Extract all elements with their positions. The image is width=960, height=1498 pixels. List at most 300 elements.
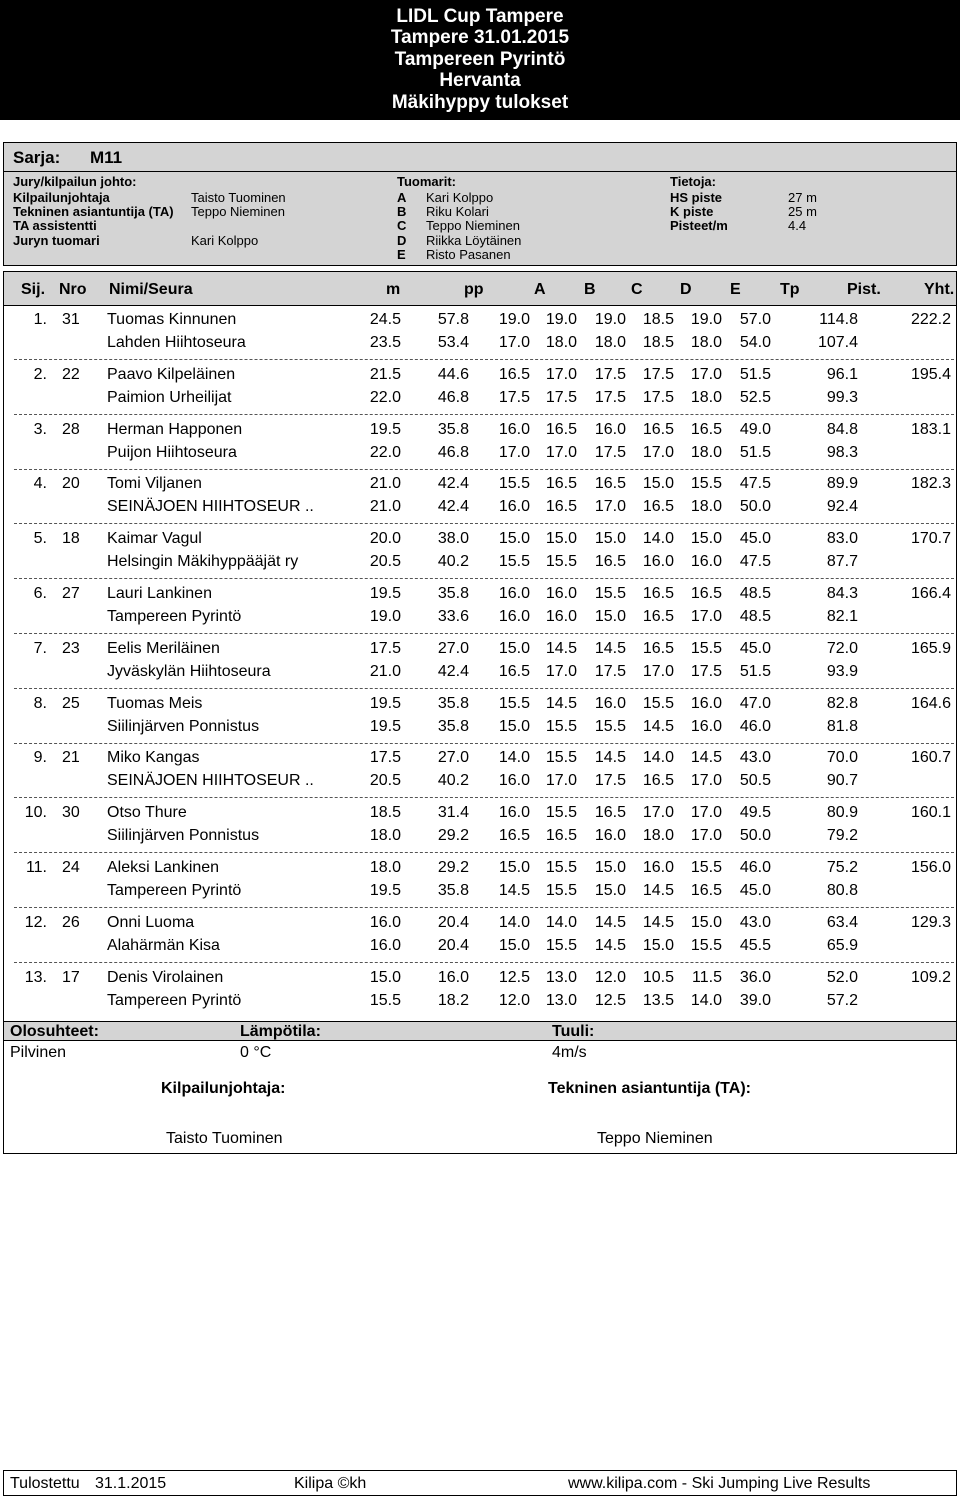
jump1-value: 51.5 <box>739 365 771 383</box>
conditions-signatures <box>3 1040 957 1154</box>
signature-right-title: Tekninen asiantuntija (TA): <box>548 1080 751 1097</box>
result-rank: 4. <box>33 475 47 493</box>
row-separator <box>14 469 954 470</box>
jump1-value: 15.5 <box>498 694 530 712</box>
jump2-value: 18.0 <box>690 388 722 406</box>
athlete-club: Siilinjärven Ponnistus <box>107 717 260 735</box>
jump2-value: 47.5 <box>739 553 771 571</box>
jump2-value: 17.0 <box>545 772 577 790</box>
result-rank: 5. <box>33 530 47 548</box>
info-value-points: 4.4 <box>788 218 807 233</box>
jump2-value: 107.4 <box>817 334 858 351</box>
page-footer <box>3 1470 957 1496</box>
athlete-name: Lauri Lankinen <box>107 585 212 602</box>
athlete-name: Tuomas Kinnunen <box>107 311 237 328</box>
jump1-value: 12.0 <box>594 968 626 986</box>
jump2-value: 92.4 <box>826 498 858 516</box>
jump1-value: 15.0 <box>642 475 674 493</box>
jump2-value: 52.5 <box>739 388 771 406</box>
athlete-club: SEINÄJOEN HIIHTOSEUR .. <box>107 498 314 516</box>
col-judge-c: C <box>631 281 643 298</box>
jump1-value: 16.5 <box>642 420 674 438</box>
jump1-value: 14.5 <box>642 913 674 931</box>
result-bib-number: 21 <box>62 749 80 767</box>
result-bib-number: 20 <box>62 475 80 493</box>
jury-heading: Jury/kilpailun johto: <box>13 174 137 189</box>
jump1-value: 17.5 <box>369 749 401 767</box>
jump1-value: 89.9 <box>826 475 858 493</box>
jump1-value: 15.5 <box>642 694 674 712</box>
jump2-value: 16.0 <box>545 608 577 625</box>
jump1-value: 47.5 <box>739 475 771 493</box>
jump1-value: 16.5 <box>690 420 722 438</box>
row-separator <box>14 743 954 744</box>
jump2-value: 17.0 <box>498 334 530 351</box>
athlete-club: Tampereen Pyrintö <box>107 882 242 899</box>
athlete-name: Onni Luoma <box>107 913 195 931</box>
jump2-value: 54.0 <box>739 334 771 351</box>
info-value-k: 25 m <box>788 204 817 219</box>
jump2-value: 46.8 <box>437 443 469 461</box>
jump2-value: 17.0 <box>690 772 722 790</box>
temperature-value: 0 °C <box>240 1044 272 1061</box>
jump2-value: 15.5 <box>545 936 577 954</box>
jump1-value: 14.5 <box>545 639 577 657</box>
jump2-value: 14.5 <box>642 882 674 899</box>
judge-letter-e: E <box>397 247 406 262</box>
row-separator <box>14 962 954 963</box>
jump1-value: 14.5 <box>594 749 626 767</box>
jump1-value: 16.5 <box>594 475 626 493</box>
jump1-value: 14.5 <box>545 694 577 712</box>
jump1-value: 84.3 <box>826 585 858 602</box>
jump2-value: 17.0 <box>642 662 674 680</box>
jump2-value: 16.5 <box>594 553 626 571</box>
jury-role-4: Juryn tuomari <box>13 233 100 248</box>
result-bib-number: 31 <box>62 311 80 328</box>
result-bib-number: 17 <box>62 968 80 986</box>
jump2-value: 18.0 <box>642 827 674 845</box>
jump2-value: 16.0 <box>690 553 722 571</box>
jump2-value: 80.8 <box>826 882 858 899</box>
row-separator <box>14 852 954 853</box>
jump2-value: 35.8 <box>437 882 469 899</box>
jump1-value: 49.5 <box>739 804 771 822</box>
athlete-club: Tampereen Pyrintö <box>107 608 242 625</box>
jump1-value: 44.6 <box>437 365 469 383</box>
jump1-value: 14.5 <box>594 913 626 931</box>
jump2-value: 16.0 <box>498 772 530 790</box>
jump1-value: 35.8 <box>437 420 469 438</box>
jump1-value: 15.5 <box>545 749 577 767</box>
jump1-value: 14.5 <box>690 749 722 767</box>
jump1-value: 16.0 <box>594 420 626 438</box>
result-total: 170.7 <box>910 530 951 548</box>
jump2-value: 14.0 <box>690 991 722 1009</box>
conditions-header <box>3 1021 957 1041</box>
header-line-venue: Hervanta <box>439 70 521 92</box>
result-bib-number: 28 <box>62 420 80 438</box>
result-rank: 2. <box>33 365 47 383</box>
jump1-value: 16.5 <box>690 585 722 602</box>
jump1-value: 15.0 <box>498 530 530 548</box>
result-rank: 12. <box>24 913 47 931</box>
jump1-value: 42.4 <box>437 475 469 493</box>
jump1-value: 19.5 <box>369 694 401 712</box>
result-rank: 13. <box>24 968 47 986</box>
result-total: 166.4 <box>910 585 951 602</box>
jump2-value: 45.0 <box>739 882 771 899</box>
jump2-value: 51.5 <box>739 662 771 680</box>
jump1-value: 45.0 <box>739 530 771 548</box>
athlete-club: Paimion Urheilijat <box>107 388 232 406</box>
jump1-value: 20.0 <box>369 530 401 548</box>
jump2-value: 17.5 <box>594 388 626 406</box>
row-separator <box>14 359 954 360</box>
jump1-value: 17.5 <box>369 639 401 657</box>
jump1-value: 21.0 <box>369 475 401 493</box>
result-rank: 3. <box>33 420 47 438</box>
jury-role-1: Kilpailunjohtaja <box>13 190 110 205</box>
series-bar <box>3 142 957 172</box>
jury-role-3: TA assistentti <box>13 218 97 233</box>
jump2-value: 35.8 <box>437 717 469 735</box>
jump2-value: 81.8 <box>826 717 858 735</box>
temperature-label: Lämpötila: <box>240 1023 321 1040</box>
jump2-value: 16.5 <box>642 772 674 790</box>
jump1-value: 17.0 <box>545 365 577 383</box>
jump2-value: 16.0 <box>642 553 674 571</box>
jump1-value: 48.5 <box>739 585 771 602</box>
results-column-header <box>3 271 957 306</box>
col-style-points: Tp <box>780 281 800 298</box>
col-name-club: Nimi/Seura <box>109 281 193 298</box>
jump1-value: 17.0 <box>690 804 722 822</box>
result-bib-number: 18 <box>62 530 80 548</box>
jump2-value: 17.0 <box>594 498 626 516</box>
jury-name-4: Kari Kolppo <box>191 233 259 248</box>
jump1-value: 14.0 <box>642 749 674 767</box>
jump1-value: 16.5 <box>545 420 577 438</box>
athlete-club: Tampereen Pyrintö <box>107 991 242 1009</box>
jump2-value: 15.5 <box>594 717 626 735</box>
jump2-value: 53.4 <box>437 334 469 351</box>
jump2-value: 65.9 <box>826 936 858 954</box>
jump1-value: 16.0 <box>498 420 530 438</box>
athlete-name: Herman Happonen <box>107 420 243 438</box>
result-total: 183.1 <box>910 420 951 438</box>
info-label-hs: HS piste <box>670 190 723 205</box>
jump2-value: 39.0 <box>739 991 771 1009</box>
athlete-name: Paavo Kilpeläinen <box>107 365 236 383</box>
jump1-value: 15.0 <box>690 530 722 548</box>
jump2-value: 15.5 <box>690 936 722 954</box>
athlete-club: Alahärmän Kisa <box>107 936 220 954</box>
weather-label: Olosuhteet: <box>10 1023 99 1040</box>
jump1-value: 14.0 <box>545 913 577 931</box>
jump1-value: 15.0 <box>369 968 401 986</box>
jump1-value: 16.0 <box>642 859 674 876</box>
jump2-value: 16.0 <box>594 827 626 845</box>
weather-value: Pilvinen <box>10 1044 67 1061</box>
col-distance: m <box>386 281 401 298</box>
jump2-value: 15.0 <box>498 936 530 954</box>
header-line-date: Tampere 31.01.2015 <box>390 27 570 49</box>
jump1-value: 19.0 <box>594 311 626 328</box>
jump1-value: 15.5 <box>690 475 722 493</box>
jump2-value: 98.3 <box>826 443 858 461</box>
jump2-value: 51.5 <box>739 443 771 461</box>
col-judge-b: B <box>584 281 596 298</box>
jump2-value: 18.0 <box>545 334 577 351</box>
jump2-value: 17.0 <box>690 827 722 845</box>
jump1-value: 18.0 <box>369 859 401 876</box>
athlete-club: Lahden Hiihtoseura <box>107 334 246 351</box>
wind-value: 4m/s <box>552 1044 587 1061</box>
jump1-value: 17.0 <box>690 365 722 383</box>
jump2-value: 42.4 <box>437 662 469 680</box>
jump2-value: 17.5 <box>594 772 626 790</box>
jump2-value: 46.0 <box>739 717 771 735</box>
jump1-value: 38.0 <box>437 530 469 548</box>
jump2-value: 16.0 <box>498 608 530 625</box>
jump2-value: 16.5 <box>642 498 674 516</box>
jump2-value: 18.0 <box>690 498 722 516</box>
jump2-value: 50.5 <box>739 772 771 790</box>
judge-letter-c: C <box>397 218 407 233</box>
officials-block <box>3 171 957 266</box>
jump2-value: 22.0 <box>369 443 401 461</box>
jump1-value: 114.8 <box>819 311 858 328</box>
jump1-value: 16.0 <box>369 913 401 931</box>
jump1-value: 27.0 <box>437 639 469 657</box>
jump1-value: 10.5 <box>642 968 674 986</box>
result-bib-number: 26 <box>62 913 80 931</box>
jump2-value: 18.2 <box>437 991 469 1009</box>
jury-name-2: Teppo Nieminen <box>191 204 285 219</box>
col-judge-d: D <box>680 281 692 298</box>
result-total: 129.3 <box>910 913 951 931</box>
result-bib-number: 22 <box>62 365 80 383</box>
athlete-name: Tuomas Meis <box>107 694 203 712</box>
jump1-value: 15.0 <box>594 530 626 548</box>
athlete-club: Helsingin Mäkihyppääjät ry <box>107 553 299 571</box>
row-separator <box>14 797 954 798</box>
result-total: 160.1 <box>910 804 951 822</box>
result-bib-number: 25 <box>62 694 80 712</box>
jump2-value: 19.5 <box>369 882 401 899</box>
jump2-value: 16.5 <box>498 827 530 845</box>
printed-label: Tulostettu <box>10 1475 80 1492</box>
result-total: 195.4 <box>910 365 951 383</box>
judge-name-e: Risto Pasanen <box>426 247 511 262</box>
col-rank: Sij. <box>21 281 46 298</box>
result-rank: 7. <box>33 639 47 657</box>
jump1-value: 16.5 <box>642 585 674 602</box>
jump1-value: 49.0 <box>739 420 771 438</box>
jump2-value: 18.0 <box>690 443 722 461</box>
jump1-value: 17.0 <box>642 804 674 822</box>
jump1-value: 19.0 <box>690 311 722 328</box>
result-bib-number: 24 <box>62 859 80 876</box>
page-header <box>0 6 960 113</box>
result-bib-number: 23 <box>62 639 80 657</box>
athlete-name: Otso Thure <box>107 804 187 822</box>
jump1-value: 36.0 <box>739 968 771 986</box>
jump2-value: 15.5 <box>545 717 577 735</box>
jump2-value: 17.0 <box>545 443 577 461</box>
jump2-value: 79.2 <box>826 827 858 845</box>
jump1-value: 21.5 <box>369 365 401 383</box>
software-credit: Kilipa ©kh <box>294 1475 367 1492</box>
jump1-value: 19.0 <box>498 311 530 328</box>
jump1-value: 96.1 <box>826 365 858 383</box>
jump2-value: 16.0 <box>369 936 401 954</box>
jump2-value: 20.4 <box>437 936 469 954</box>
col-total: Yht. <box>924 281 955 298</box>
result-total: 182.3 <box>910 475 951 493</box>
header-line-organizer: Tampereen Pyrintö <box>394 48 566 70</box>
result-rank: 9. <box>33 749 47 767</box>
jump1-value: 16.0 <box>498 804 530 822</box>
jump2-value: 14.5 <box>594 936 626 954</box>
jump2-value: 15.0 <box>594 882 626 899</box>
jump1-value: 17.5 <box>594 365 626 383</box>
jump1-value: 15.5 <box>498 475 530 493</box>
jump2-value: 17.5 <box>642 388 674 406</box>
jump1-value: 19.5 <box>369 585 401 602</box>
jump2-value: 19.0 <box>369 608 401 625</box>
website-link[interactable]: www.kilipa.com - Ski Jumping Live Results <box>568 1475 871 1492</box>
athlete-club: Jyväskylän Hiihtoseura <box>107 662 271 680</box>
jump2-value: 21.0 <box>369 498 401 516</box>
result-total: 164.6 <box>910 694 951 712</box>
jump1-value: 84.8 <box>826 420 858 438</box>
result-rank: 6. <box>33 585 47 602</box>
jump1-value: 45.0 <box>739 639 771 657</box>
result-total: 160.7 <box>910 749 951 767</box>
jump2-value: 17.5 <box>690 662 722 680</box>
jump2-value: 15.0 <box>498 717 530 735</box>
result-rank: 11. <box>25 859 47 876</box>
jump2-value: 17.0 <box>498 443 530 461</box>
jump1-value: 63.4 <box>826 913 858 931</box>
jump2-value: 15.0 <box>594 608 626 625</box>
jump1-value: 16.5 <box>594 804 626 822</box>
jump2-value: 17.5 <box>594 662 626 680</box>
jump2-value: 17.0 <box>690 608 722 625</box>
jump2-value: 12.0 <box>498 991 530 1009</box>
result-rank: 8. <box>33 694 47 712</box>
jump2-value: 14.5 <box>642 717 674 735</box>
jump2-value: 12.5 <box>594 991 626 1009</box>
jump1-value: 19.0 <box>545 311 577 328</box>
result-rank: 1. <box>33 311 47 328</box>
judges-heading: Tuomarit: <box>397 174 456 189</box>
jump2-value: 42.4 <box>437 498 469 516</box>
jump2-value: 19.5 <box>369 717 401 735</box>
jump2-value: 50.0 <box>739 827 771 845</box>
jump1-value: 75.2 <box>826 859 858 876</box>
judge-name-d: Riikka Löytäinen <box>426 233 522 248</box>
info-label-points: Pisteet/m <box>670 218 728 233</box>
jump1-value: 20.4 <box>437 913 469 931</box>
jump2-value: 57.2 <box>826 991 858 1009</box>
jump1-value: 82.8 <box>826 694 858 712</box>
jump1-value: 15.5 <box>545 859 577 876</box>
jump2-value: 13.0 <box>545 991 577 1009</box>
judge-name-a: Kari Kolppo <box>426 190 494 205</box>
jump2-value: 48.5 <box>739 608 771 625</box>
row-separator <box>14 633 954 634</box>
jump1-value: 18.5 <box>642 311 674 328</box>
jump1-value: 14.0 <box>498 913 530 931</box>
signature-left-name: Taisto Tuominen <box>166 1130 283 1147</box>
jump1-value: 24.5 <box>369 311 401 328</box>
col-nro: Nro <box>59 281 87 298</box>
result-total: 156.0 <box>910 859 951 876</box>
jump1-value: 14.5 <box>594 639 626 657</box>
jump1-value: 15.0 <box>690 913 722 931</box>
jump1-value: 18.5 <box>369 804 401 822</box>
jump2-value: 16.5 <box>545 827 577 845</box>
athlete-club: Siilinjärven Ponnistus <box>107 827 260 845</box>
jump1-value: 17.5 <box>642 365 674 383</box>
result-total: 165.9 <box>910 639 951 657</box>
jump1-value: 27.0 <box>437 749 469 767</box>
athlete-name: Aleksi Lankinen <box>107 859 220 876</box>
jump1-value: 16.0 <box>437 968 469 986</box>
jump1-value: 47.0 <box>739 694 771 712</box>
jump2-value: 17.5 <box>545 388 577 406</box>
jump1-value: 16.5 <box>545 475 577 493</box>
jump1-value: 15.5 <box>690 859 722 876</box>
jump2-value: 29.2 <box>437 827 469 845</box>
athlete-club: SEINÄJOEN HIIHTOSEUR .. <box>107 772 314 790</box>
jump1-value: 29.2 <box>437 859 469 876</box>
jury-role-2: Tekninen asiantuntija (TA) <box>13 204 174 219</box>
row-separator <box>14 578 954 579</box>
jump1-value: 43.0 <box>739 913 771 931</box>
result-bib-number: 27 <box>62 585 80 602</box>
jump2-value: 46.8 <box>437 388 469 406</box>
jump2-value: 18.5 <box>642 334 674 351</box>
jump2-value: 15.5 <box>369 991 401 1009</box>
jump2-value: 16.0 <box>498 498 530 516</box>
jump1-value: 16.0 <box>690 694 722 712</box>
jump2-value: 21.0 <box>369 662 401 680</box>
jump1-value: 16.0 <box>545 585 577 602</box>
col-distance-points: pp <box>464 281 484 298</box>
jump1-value: 72.0 <box>826 639 858 657</box>
jump1-value: 13.0 <box>545 968 577 986</box>
judge-letter-d: D <box>397 233 407 248</box>
jump2-value: 14.5 <box>498 882 530 899</box>
judge-name-c: Teppo Nieminen <box>426 218 520 233</box>
jump1-value: 35.8 <box>437 585 469 602</box>
jump2-value: 90.7 <box>826 772 858 790</box>
jump1-value: 11.5 <box>692 968 722 986</box>
jump2-value: 18.0 <box>690 334 722 351</box>
row-separator <box>14 688 954 689</box>
row-separator <box>14 414 954 415</box>
jump2-value: 18.0 <box>594 334 626 351</box>
athlete-name: Tomi Viljanen <box>107 475 202 493</box>
series-value: M11 <box>90 148 123 167</box>
jump1-value: 19.5 <box>369 420 401 438</box>
athlete-name: Denis Virolainen <box>107 968 224 986</box>
header-line-event: LIDL Cup Tampere <box>396 6 564 27</box>
